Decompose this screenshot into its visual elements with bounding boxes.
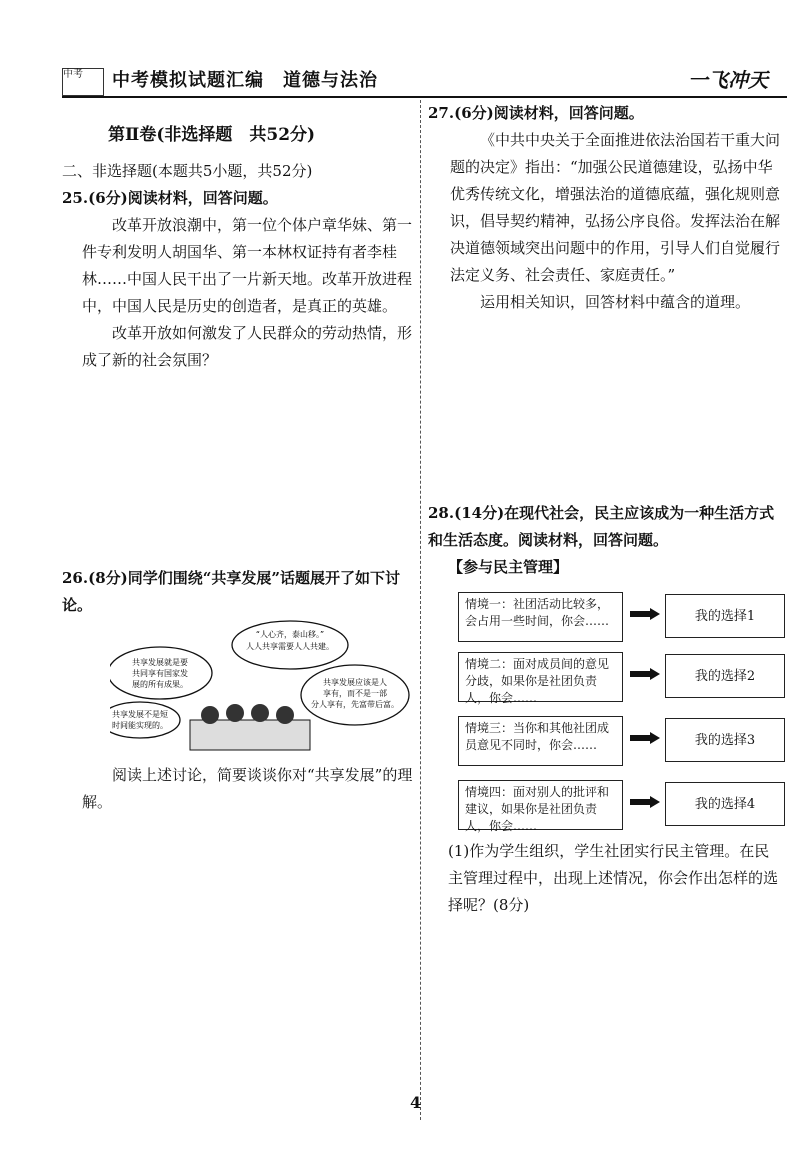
q28-sub1 xyxy=(448,838,780,919)
bubble-2-line3: 展的所有成果。 xyxy=(132,680,188,689)
part-heading: 二、非选择题(本题共5小题，共52分) xyxy=(62,162,313,180)
bubble-1-line2: 人人共享需要人人共建。 xyxy=(246,642,334,651)
column-divider xyxy=(420,100,421,1120)
choice-4: 我的选择4 xyxy=(665,782,785,826)
header-logo xyxy=(62,68,104,96)
arrow-icon xyxy=(630,668,660,680)
q28-stem: 28.(14分)在现代社会，民主应该成为一种生活方式和生活态度。阅读材料，回答问题。 xyxy=(428,504,775,549)
question-25 xyxy=(62,185,417,374)
bubble-2-line2: 共同享有国家发 xyxy=(132,669,188,678)
q26-question-text: 阅读上述讨论，简要谈谈你对“共享发展”的理解。 xyxy=(82,766,413,811)
arrow-icon xyxy=(630,796,660,808)
q27-stem: 27.(6分)阅读材料，回答问题。 xyxy=(428,104,644,122)
bubble-2-line1: 共享发展就是要 xyxy=(132,658,188,667)
header-brand: 一飞冲天 xyxy=(688,68,768,92)
question-27 xyxy=(428,100,780,316)
section-title: 第Ⅱ卷(非选择题 共52分) xyxy=(108,125,316,145)
scenario-4: 情境四：面对别人的批评和建议，如果你是社团负责人，你会…… xyxy=(458,780,623,830)
q26-stem xyxy=(62,565,417,619)
bubble-4-line1: 共享发展不是短 xyxy=(112,710,168,719)
q27-question: 运用相关知识，回答材料中蕴含的道理。 xyxy=(480,293,751,311)
choice-3: 我的选择3 xyxy=(665,718,785,762)
q27-material: 《中共中央关于全面推进依法治国若干重大问题的决定》指出：“加强公民道德建设，弘扬中华优秀传统文化，增强法治的道德底蕴，强化规则意识，倡导契约精神，弘扬公序良俗。发挥法治在解决道德领域突出问题中的作用，引导人们自觉履行法定义务、社会责任、家庭责任。” xyxy=(450,131,781,284)
choice-2: 我的选择2 xyxy=(665,654,785,698)
header-logo-text: 中考 xyxy=(63,69,83,80)
arrow-icon xyxy=(630,732,660,744)
scenario-3: 情境三：当你和其他社团成员意见不同时，你会…… xyxy=(458,716,623,766)
q25-question: 改革开放如何激发了人民群众的劳动热情，形成了新的社会氛围？ xyxy=(82,324,413,369)
q26-question xyxy=(82,762,417,816)
bubble-4-line2: 时间能实现的。 xyxy=(112,721,168,730)
q26-stem-text: 26.(8分)同学们围绕“共享发展”话题展开了如下讨论。 xyxy=(62,569,400,614)
choice-1: 我的选择1 xyxy=(665,594,785,638)
question-28 xyxy=(428,500,780,554)
scenario-1: 情境一：社团活动比较多，会占用一些时间，你会…… xyxy=(458,592,623,642)
q28-sub1-text: (1)作为学生组织，学生社团实行民主管理。在民主管理过程中，出现上述情况，你会作出怎样的选择呢？(8分) xyxy=(448,842,779,914)
q25-stem: 25.(6分)阅读材料，回答问题。 xyxy=(62,189,278,207)
bubble-1-line1: “人心齐，泰山移。” xyxy=(255,630,325,639)
bubble-3-line3: 分人享有，先富带后富。 xyxy=(311,700,399,709)
discussion-cartoon xyxy=(110,615,410,760)
bubble-3-line1: 共享发展应该是人 xyxy=(323,678,387,687)
header-title: 中考模拟试题汇编 道德与法治 xyxy=(112,70,378,91)
page-number: 4 xyxy=(410,1093,422,1112)
bubble-3-line2: 享有，而不是一部 xyxy=(323,689,387,698)
scenario-2: 情境二：面对成员间的意见分歧，如果你是社团负责人，你会…… xyxy=(458,652,623,702)
header-rule xyxy=(62,96,787,98)
q25-material: 改革开放浪潮中，第一位个体户章华妹、第一件专利发明人胡国华、第一本林权证持有者李桂林……中国人民干出了一片新天地。改革开放进程中，中国人民是历史的创造者，是真正的英雄。 xyxy=(82,216,413,315)
box-title: 【参与民主管理】 xyxy=(448,558,569,576)
arrow-icon xyxy=(630,608,660,620)
